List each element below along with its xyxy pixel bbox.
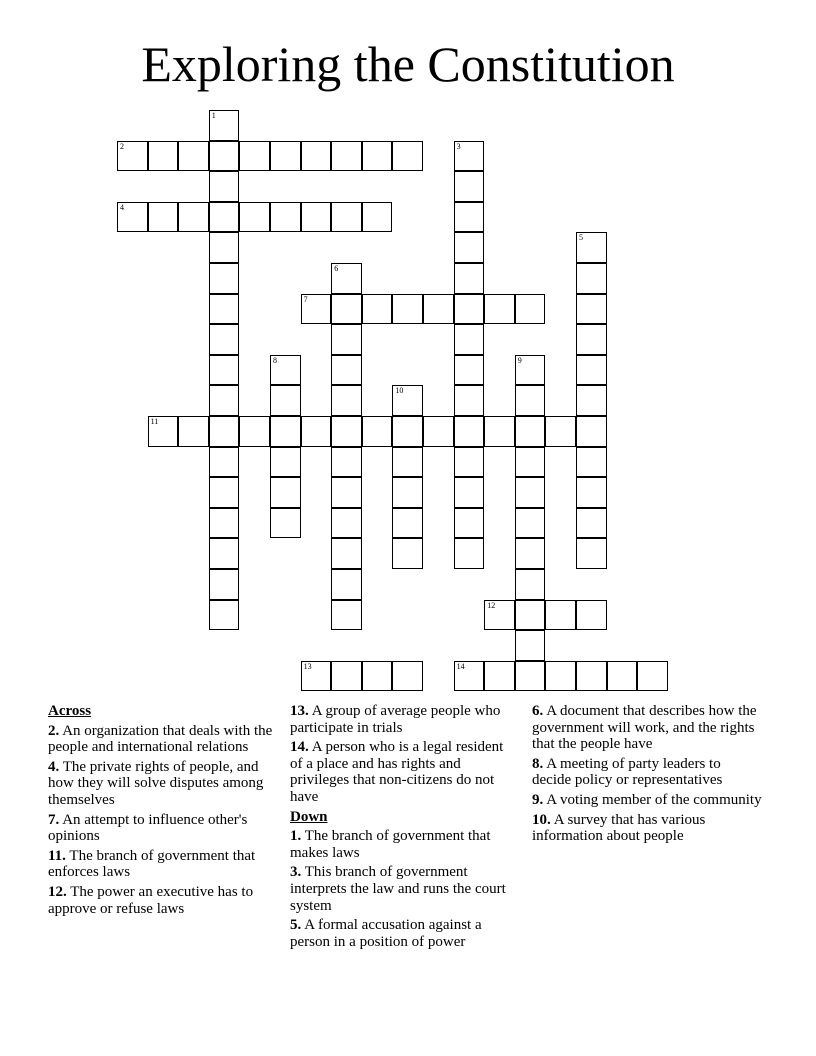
grid-cell[interactable] (362, 416, 393, 447)
clue-across-11: 11. The branch of government that enforces laws (48, 847, 256, 881)
grid-cell[interactable] (576, 600, 607, 631)
grid-cell[interactable] (331, 416, 362, 447)
grid-cell[interactable] (576, 324, 607, 355)
grid-cell[interactable] (484, 600, 515, 631)
clue-number: 10 (395, 386, 404, 396)
grid-cell[interactable] (454, 385, 485, 416)
grid-cell[interactable] (209, 110, 240, 141)
grid-cell[interactable] (331, 263, 362, 294)
grid-cell[interactable] (392, 477, 423, 508)
grid-cell[interactable] (515, 661, 546, 692)
grid-cell[interactable] (209, 477, 240, 508)
grid-cell[interactable] (576, 416, 607, 447)
clue-number: 8 (273, 355, 277, 365)
grid-cell[interactable] (392, 447, 423, 478)
grid-cell[interactable] (515, 538, 546, 569)
grid-cell[interactable] (515, 355, 546, 386)
grid-cell[interactable] (209, 232, 240, 263)
grid-cell[interactable] (362, 202, 393, 233)
grid-cell[interactable] (484, 294, 515, 325)
grid-cell[interactable] (331, 477, 362, 508)
grid-cell[interactable] (270, 508, 301, 539)
grid-cell[interactable] (331, 385, 362, 416)
grid-cell[interactable] (392, 661, 423, 692)
grid-cell[interactable] (454, 263, 485, 294)
clue-number: 9 (517, 355, 522, 365)
grid-cell[interactable] (392, 141, 423, 172)
grid-cell[interactable] (545, 416, 576, 447)
clue-across-14: 14. A person who is a legal resident of a place and has rights and privileges that non-citizens do not have (290, 739, 504, 805)
grid-cell[interactable] (209, 202, 240, 233)
clue-across-7: 7. An attempt to influence other's opinions (48, 811, 248, 845)
clue-number: 4 (120, 202, 124, 212)
grid-cell[interactable] (331, 355, 362, 386)
grid-cell[interactable] (331, 569, 362, 600)
grid-cell[interactable] (209, 538, 240, 569)
grid-cell[interactable] (484, 416, 515, 447)
grid-cell[interactable] (454, 294, 485, 325)
grid-cell[interactable] (331, 141, 362, 172)
grid-cell[interactable] (331, 294, 362, 325)
grid-cell[interactable] (362, 141, 393, 172)
clue-down-8: 8. A meeting of party leaders to decide policy or representatives (532, 755, 723, 789)
grid-cell[interactable] (576, 447, 607, 478)
clue-number: 6 (334, 264, 339, 273)
grid-cell[interactable] (454, 508, 485, 539)
grid-cell[interactable] (454, 141, 485, 172)
grid-cell[interactable] (454, 324, 485, 355)
grid-cell[interactable] (637, 661, 668, 692)
grid-cell[interactable] (331, 202, 362, 233)
grid-cell[interactable] (454, 661, 485, 692)
grid-cell[interactable] (454, 538, 485, 569)
grid-cell[interactable] (209, 324, 240, 355)
grid-cell[interactable] (270, 385, 301, 416)
grid-cell[interactable] (270, 202, 301, 233)
grid-cell[interactable] (239, 141, 270, 172)
grid-cell[interactable] (270, 416, 301, 447)
grid-cell[interactable] (515, 447, 546, 478)
clue-across-2: 2. An organization that deals with the people and international relations (48, 722, 273, 756)
grid-cell[interactable] (515, 477, 546, 508)
grid-cell[interactable] (209, 447, 240, 478)
grid-cell[interactable] (331, 508, 362, 539)
grid-cell[interactable] (545, 600, 576, 631)
clue-across-13: 13. A group of average people who participate in trials (290, 703, 501, 736)
grid-cell[interactable] (454, 447, 485, 478)
grid-cell[interactable] (331, 538, 362, 569)
clue-number: 7 (303, 294, 308, 304)
grid-cell[interactable] (270, 141, 301, 172)
grid-cell[interactable] (209, 294, 240, 325)
clue-number: 12 (487, 600, 496, 610)
grid-cell[interactable] (515, 385, 546, 416)
grid-cell[interactable] (209, 141, 240, 172)
grid-cell[interactable] (331, 447, 362, 478)
clue-down-9: 9. A voting member of the community (532, 791, 762, 808)
grid-cell[interactable] (454, 171, 485, 202)
grid-cell[interactable] (209, 355, 240, 386)
grid-cell[interactable] (607, 661, 638, 692)
grid-cell[interactable] (148, 202, 179, 233)
grid-cell[interactable] (178, 141, 209, 172)
clue-down-6: 6. A document that describes how the government will work, and the rights that the people have (532, 703, 757, 753)
grid-cell[interactable] (392, 416, 423, 447)
grid-cell[interactable] (209, 385, 240, 416)
grid-cell[interactable] (454, 232, 485, 263)
grid-cell[interactable] (301, 202, 332, 233)
grid-cell[interactable] (301, 416, 332, 447)
clue-column-1 (48, 703, 280, 920)
grid-cell[interactable] (209, 569, 240, 600)
grid-cell[interactable] (392, 385, 423, 416)
grid-cell[interactable] (239, 416, 270, 447)
grid-cell[interactable] (576, 661, 607, 692)
clue-down-3: 3. This branch of government interprets the law and runs the court system (290, 864, 506, 914)
clue-number: 2 (120, 141, 124, 151)
grid-cell[interactable] (392, 538, 423, 569)
grid-cell[interactable] (209, 171, 240, 202)
grid-cell[interactable] (209, 263, 240, 294)
clue-number: 14 (456, 661, 465, 671)
grid-cell[interactable] (270, 447, 301, 478)
grid-cell[interactable] (484, 661, 515, 692)
grid-cell[interactable] (331, 661, 362, 692)
clue-down-1: 1. The branch of government that makes laws (290, 828, 491, 861)
grid-cell[interactable] (392, 508, 423, 539)
page-title: Exploring the Constitution (141, 36, 675, 92)
clue-number: 11 (150, 417, 159, 426)
grid-cell[interactable] (515, 569, 546, 600)
grid-cell[interactable] (576, 355, 607, 386)
down-heading: Down (290, 808, 328, 825)
clue-column-3 (532, 703, 762, 848)
grid-cell[interactable] (209, 416, 240, 447)
grid-cell[interactable] (515, 508, 546, 539)
grid-cell[interactable] (515, 294, 546, 325)
clue-number: 5 (579, 233, 583, 243)
clue-down-10: 10. A survey that has various information about people (532, 811, 706, 845)
grid-cell[interactable] (301, 141, 332, 172)
grid-cell[interactable] (331, 600, 362, 631)
grid-cell[interactable] (576, 538, 607, 569)
grid-cell[interactable] (117, 202, 148, 233)
grid-cell[interactable] (148, 141, 179, 172)
grid-cell[interactable] (362, 661, 393, 692)
grid-cell[interactable] (392, 294, 423, 325)
grid-cell[interactable] (576, 263, 607, 294)
grid-cell[interactable] (117, 141, 148, 172)
grid-cell[interactable] (576, 508, 607, 539)
grid-cell[interactable] (576, 232, 607, 263)
grid-cell[interactable] (515, 416, 546, 447)
grid-cell[interactable] (423, 294, 454, 325)
grid-cell[interactable] (301, 661, 332, 692)
grid-cell[interactable] (270, 477, 301, 508)
grid-cell[interactable] (209, 600, 240, 631)
grid-cell[interactable] (545, 661, 576, 692)
grid-cell[interactable] (331, 324, 362, 355)
grid-cell[interactable] (270, 355, 301, 386)
grid-cell[interactable] (301, 294, 332, 325)
across-heading: Across (48, 703, 92, 719)
clue-down-5: 5. A formal accusation against a person in a position of power (290, 917, 482, 950)
grid-cell[interactable] (209, 508, 240, 539)
grid-cell[interactable] (148, 416, 179, 447)
grid-cell[interactable] (454, 202, 485, 233)
clue-across-12: 12. The power an executive has to approve or refuse laws (48, 883, 254, 917)
grid-cell[interactable] (423, 416, 454, 447)
clue-column-2 (290, 703, 516, 953)
grid-cell[interactable] (239, 202, 270, 233)
grid-cell[interactable] (576, 477, 607, 508)
clue-number: 1 (211, 111, 216, 120)
grid-cell[interactable] (576, 385, 607, 416)
grid-cell[interactable] (454, 477, 485, 508)
grid-cell[interactable] (454, 416, 485, 447)
grid-cell[interactable] (178, 202, 209, 233)
grid-cell[interactable] (178, 416, 209, 447)
grid-cell[interactable] (515, 630, 546, 661)
grid-cell[interactable] (515, 600, 546, 631)
clue-across-4: 4. The private rights of people, and how they will solve disputes among themselves (48, 758, 264, 808)
grid-cell[interactable] (576, 294, 607, 325)
clue-number: 3 (456, 141, 461, 151)
clue-number: 13 (303, 661, 312, 671)
grid-cell[interactable] (454, 355, 485, 386)
grid-cell[interactable] (362, 294, 393, 325)
